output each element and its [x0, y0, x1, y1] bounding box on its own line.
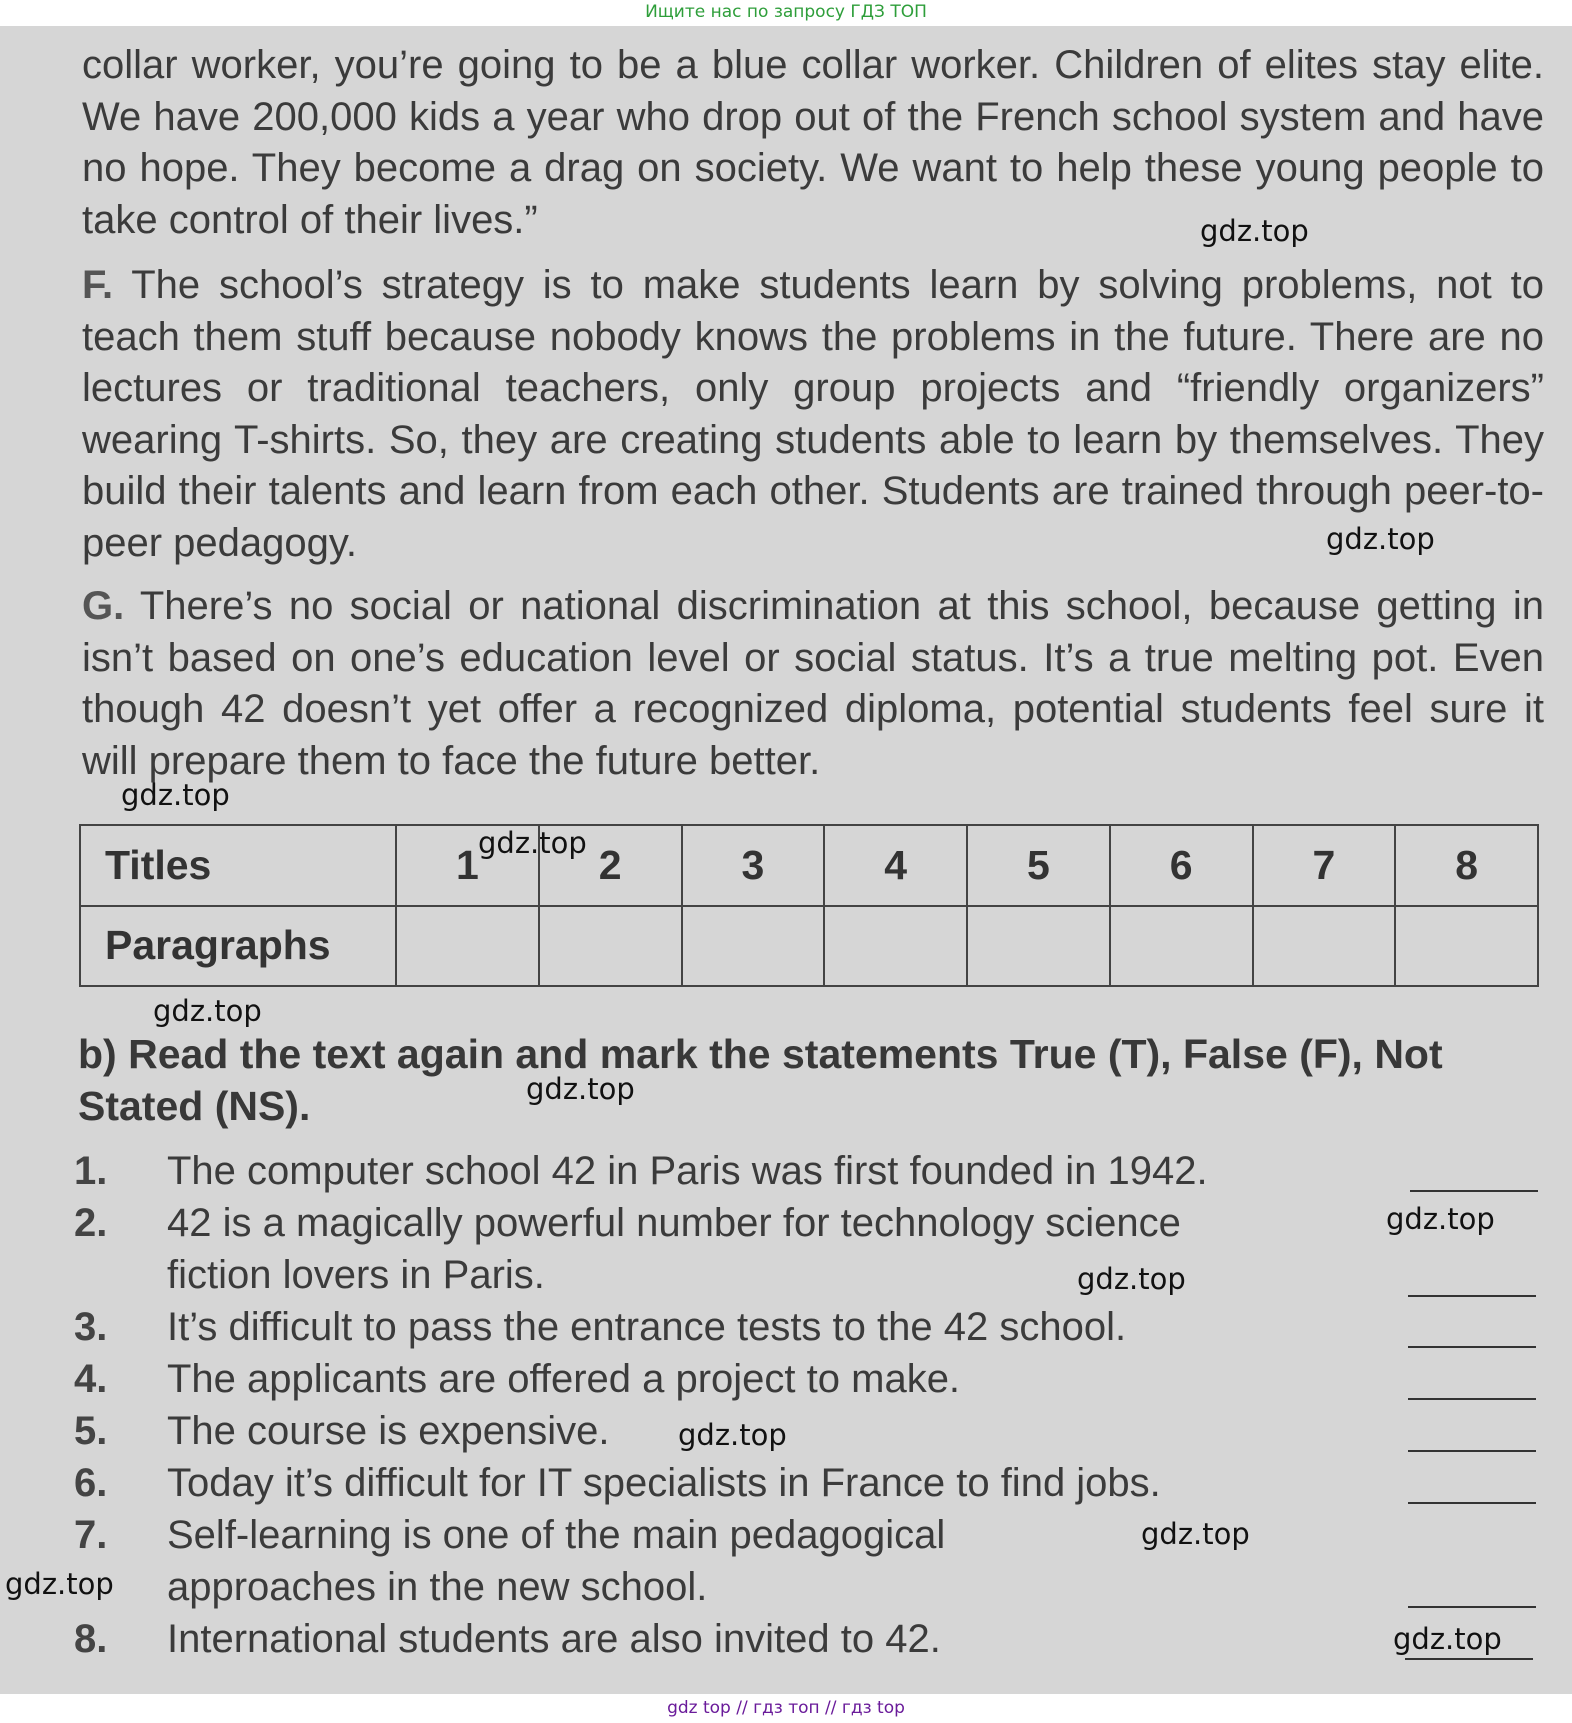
watermark: gdz.top [1393, 1622, 1502, 1656]
paragraph-g-letter: G. [82, 584, 125, 628]
title-col-5: 5 [967, 825, 1110, 906]
watermark: gdz.top [1141, 1517, 1250, 1551]
statement-number: 5. [74, 1409, 108, 1453]
statement-number: 1. [74, 1149, 108, 1193]
answer-line-1[interactable] [1410, 1190, 1538, 1192]
watermark: gdz.top [1077, 1262, 1186, 1296]
statement-number: 4. [74, 1357, 108, 1401]
watermark: gdz.top [1200, 214, 1309, 248]
textbook-page [0, 26, 1572, 1694]
statement-text: The applicants are offered a project to make. [167, 1357, 961, 1401]
answer-cell[interactable] [1110, 906, 1253, 987]
site-footer-links[interactable]: gdz top // гдз топ // гдз top [667, 1698, 905, 1718]
paragraphs-row [80, 906, 1538, 987]
watermark: gdz.top [121, 778, 230, 812]
answer-line-4[interactable] [1408, 1398, 1536, 1400]
paragraph-f [82, 260, 1544, 569]
watermark: gdz.top [478, 826, 587, 860]
answer-cell[interactable] [824, 906, 967, 987]
paragraph-f-letter: F. [82, 263, 114, 307]
statement-text: 42 is a magically powerful number for technology science fiction lovers in Paris. [167, 1201, 1181, 1297]
answer-line-8[interactable] [1405, 1658, 1533, 1660]
site-banner[interactable]: Ищите нас по запросу ГДЗ ТОП [645, 2, 927, 22]
title-col-8: 8 [1395, 825, 1538, 906]
answer-line-7[interactable] [1408, 1606, 1536, 1608]
answer-cell[interactable] [539, 906, 682, 987]
watermark: gdz.top [5, 1567, 114, 1601]
answer-cell[interactable] [682, 906, 825, 987]
answer-cell[interactable] [1395, 906, 1538, 987]
paragraphs-label: Paragraphs [80, 906, 396, 987]
answer-line-3[interactable] [1408, 1346, 1536, 1348]
title-col-1: 1 [396, 825, 539, 906]
statement-text: The course is expensive. [167, 1409, 610, 1453]
title-col-7: 7 [1253, 825, 1396, 906]
task-instruction: b) Read the text again and mark the statements True (T), False (F), Not Stated (NS). [78, 1031, 1443, 1129]
titles-paragraphs-table [79, 824, 1539, 987]
watermark: gdz.top [678, 1418, 787, 1452]
watermark: gdz.top [153, 994, 262, 1028]
statement-text: Today it’s difficult for IT specialists in France to find jobs. [167, 1461, 1161, 1505]
title-col-4: 4 [824, 825, 967, 906]
titles-row [80, 825, 1538, 906]
answer-cell[interactable] [1253, 906, 1396, 987]
statement-text: Self-learning is one of the main pedagogical approaches in the new school. [167, 1513, 946, 1609]
statement-number: 7. [74, 1513, 108, 1557]
titles-label: Titles [80, 825, 396, 906]
answer-line-2[interactable] [1408, 1295, 1536, 1297]
statement-text: International students are also invited to 42. [167, 1617, 941, 1661]
paragraph-e-tail: collar worker, you’re going to be a blue collar worker. Children of elites stay elite. We have 200,000 kids a year who drop out of the French school system and have no hope. They become a drag on society. We want to help these young people to take control of their lives.” [82, 43, 1544, 242]
watermark: gdz.top [526, 1072, 635, 1106]
paragraph-f-text: The school’s strategy is to make students learn by solving problems, not to teach them stuff because nobody knows the problems in the future. There are no lectures or traditional teachers, only group projects and “friendly organizers” wearing T-shirts. So, they are creating students able to learn by themselves. They build their talents and learn from each other. Students are trained through peer-to-peer pedagogy. [82, 263, 1544, 565]
answer-cell[interactable] [967, 906, 1110, 987]
answer-line-6[interactable] [1408, 1502, 1536, 1504]
statement-text: The computer school 42 in Paris was first founded in 1942. [167, 1149, 1208, 1193]
watermark: gdz.top [1386, 1202, 1495, 1236]
paragraph-g [82, 581, 1544, 787]
title-col-3: 3 [682, 825, 825, 906]
watermark: gdz.top [1326, 522, 1435, 556]
statement-number: 2. [74, 1201, 108, 1245]
statement-number: 3. [74, 1305, 108, 1349]
statement-text: It’s difficult to pass the entrance tests to the 42 school. [167, 1305, 1127, 1349]
title-col-6: 6 [1110, 825, 1253, 906]
paragraph-g-text: There’s no social or national discrimination at this school, because getting in isn’t based on one’s education level or social status. It’s a true melting pot. Even though 42 doesn’t yet offer a recognized diploma, potential students feel sure it will prepare them to face the future better. [82, 584, 1544, 783]
statement-number: 6. [74, 1461, 108, 1505]
answer-cell[interactable] [396, 906, 539, 987]
statement-number: 8. [74, 1617, 108, 1661]
answer-line-5[interactable] [1408, 1450, 1536, 1452]
title-col-2: 2 [539, 825, 682, 906]
